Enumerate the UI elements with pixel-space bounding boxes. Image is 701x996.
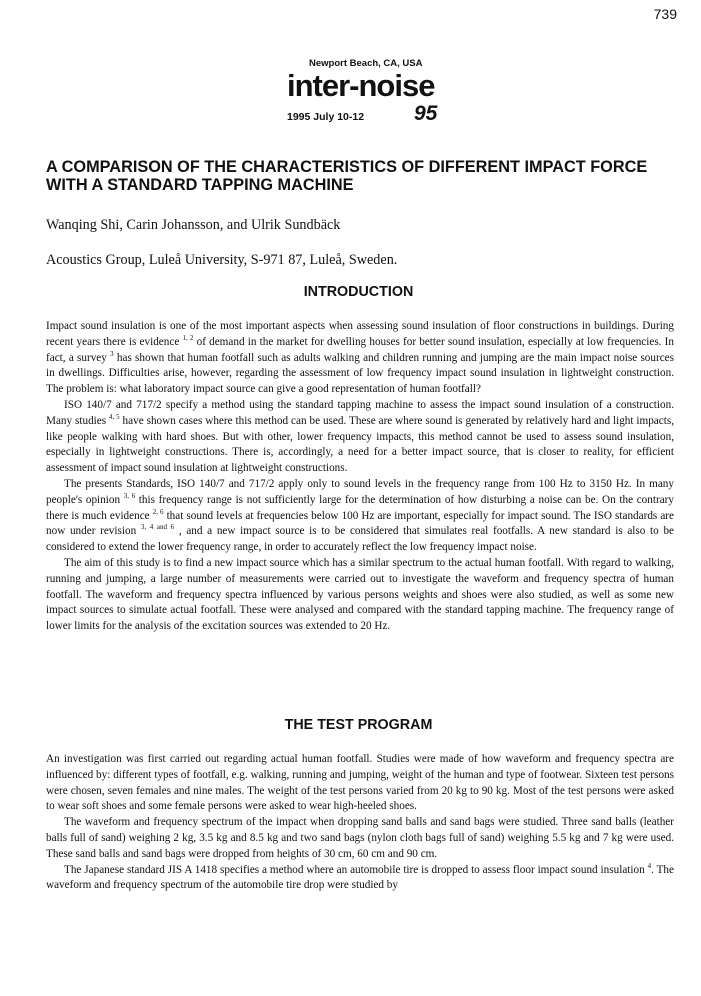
- citation: 2, 6: [152, 507, 164, 516]
- paragraph: An investigation was first carried out regarding actual human footfall. Studies were made of how waveform and frequency spectra are influenced by: different types of footfall, e.g. walking, running and jumping, weight of the human and type of footwear. Sixteen test persons were chosen, seven females and nine males. The weight of the test persons varied from 20 kg to 90 kg. Most of the test persons were asked to wear soft shoes and some female persons were asked to wear high-heeled shoes.: [46, 753, 674, 813]
- citation: 3: [110, 349, 114, 358]
- conference-dates: 1995 July 10-12: [287, 111, 365, 123]
- citation: 4: [647, 861, 652, 870]
- paper-affiliation: Acoustics Group, Luleå University, S-971 87, Luleå, Sweden.: [46, 252, 398, 268]
- conference-location: Newport Beach, CA, USA: [309, 58, 423, 69]
- conference-logo: [287, 58, 457, 125]
- paper-title: A COMPARISON OF THE CHARACTERISTICS OF DIFFERENT IMPACT FORCE WITH A STANDARD TAPPING MACHINE: [46, 158, 648, 194]
- citation: 3, 6: [123, 491, 136, 500]
- citation: 3, 4 and 6: [140, 523, 175, 532]
- citation: 4, 5: [109, 412, 120, 421]
- conference-wordmark: inter-noise: [287, 68, 435, 103]
- paragraph: The presents Standards, ISO 140/7 and 717/2 apply only to sound levels in the frequency range from 100 Hz to 3150 Hz. In many people's opinion $^{3, 6}$ this frequency range is not sufficiently large for the determination of how disturbing a noise can be. On the contrary there is much evidence $^{2, 6}$ that sound levels at frequencies below 100 Hz are important, especially for impact sound. The ISO standards are now under revision $^{3, 4 and 6}$ , and a new impact source is to be considered that simulates real footfalls. A new standard is also to be considered to extend the lower frequency range, in order to accurately reflect the low frequency impact noise.: [46, 477, 675, 554]
- paragraph: ISO 140/7 and 717/2 specify a method using the standard tapping machine to assess the impact sound insulation of a construction. Many studies $^{4, 5}$ have shown cases where this method can be used. These are where sound is generated by relatively hard and light impacts, like people walking with hard shoes. But with other, lower frequency impacts, this method cannot be used to assess sound insulation, especially in lightweight constructions. There is, accordingly, a need for a better impact source, that is closer to reality, for efficient assessment of impact sound insulation at lightweight constructions.: [46, 398, 674, 475]
- page-number: 739: [653, 6, 677, 22]
- paragraph: Impact sound insulation is one of the most important aspects when assessing sound insulation of floor constructions in buildings. During recent years there is evidence $^{1, 2}$ of demand in the market for dwelling houses for better sound insulation, especially at low frequencies. In fact, a survey $^3$ has shown that human footfall such as adults walking and children running and jumping are the main impact noise sources in dwellings. Difficulties arise, however, regarding the assessment of low frequency impact sound insulation in lightweight construction. The problem is: what laboratory impact source can give a good representation of human footfall?: [46, 320, 675, 396]
- section-heading-test-program: THE TEST PROGRAM: [284, 717, 433, 733]
- citation: 1, 2: [182, 333, 194, 342]
- paragraph: The waveform and frequency spectrum of the impact when dropping sand balls and sand bags were studied. Three sand balls (leather balls full of sand) weighing 2 kg, 3.5 kg and 8.5 kg and two sand bags (nylon cloth bags full of sand) weighing 5.5 kg and 7 kg were used. These sand balls and sand bags were dropped from heights of 30 cm, 60 cm and 90 cm.: [46, 816, 674, 860]
- paragraph: The aim of this study is to find a new impact source which has a similar spectrum to the actual human footfall. With regard to walking, running and jumping, a large number of measurements were carried out to investigate the waveform and frequency spectra of human footfall. The waveform and frequency spectra influenced by various persons weights and shoes were also studied, as well as some new impact sources to simulate actual footfall. These were analysed and compared with the standard tapping machine. The frequency range of lower limits for the analysis of the excitation sources was extended to 20 Hz.: [46, 556, 674, 633]
- paragraph: The Japanese standard JIS A 1418 specifies a method where an automobile tire is dropped to assess floor impact sound insulation $^4$. The waveform and frequency spectrum of the automobile tire drop were studied by: [46, 861, 674, 892]
- test-program-body: [46, 752, 674, 894]
- conference-year: 95: [414, 102, 438, 125]
- introduction-body: [46, 319, 674, 635]
- section-heading-introduction: INTRODUCTION: [303, 284, 414, 300]
- paper-authors: Wanqing Shi, Carin Johansson, and Ulrik Sundbäck: [46, 217, 341, 233]
